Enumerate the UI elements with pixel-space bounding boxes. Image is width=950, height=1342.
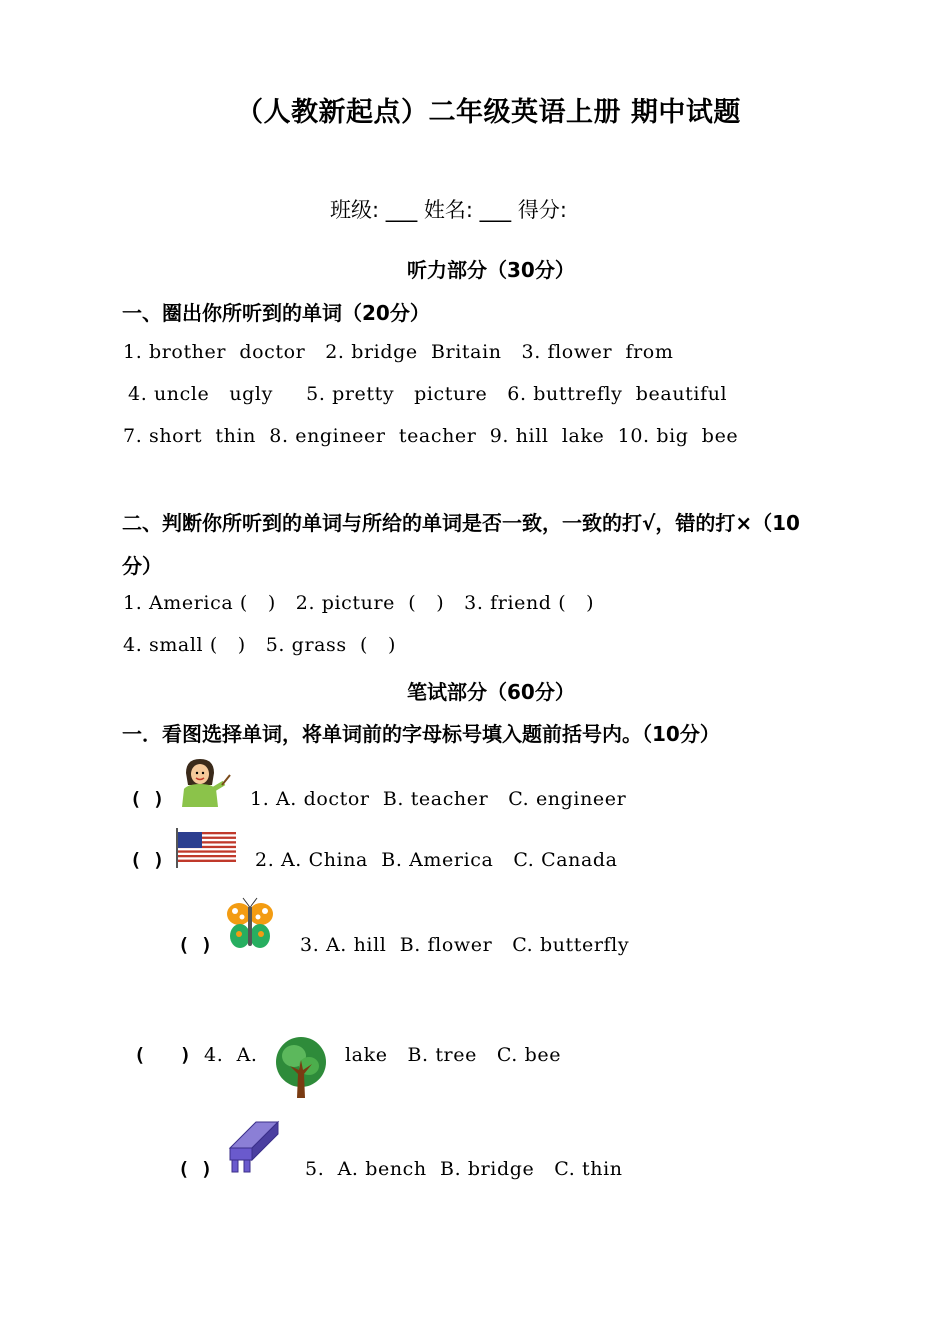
written-part1-heading: 一．看图选择单词，将单词前的字母标号填入题前括号内。（10分） — [122, 722, 720, 746]
listening-part1-heading: 一、圈出你所听到的单词（20分） — [122, 301, 430, 325]
item-4-text: 4. A. — [204, 1044, 258, 1066]
listening-part2-heading-cont: 分） — [122, 554, 162, 578]
part1-line-3: 7. short thin 8. engineer teacher 9. hill lake 10. big bee — [123, 425, 739, 447]
part1-line-2: 4. uncle ugly 5. pretty picture 6. buttrefly beautiful — [128, 383, 728, 405]
written-heading: 笔试部分（60分） — [407, 680, 575, 704]
listening-part2-heading: 二、判断你所听到的单词与所给的单词是否一致，一致的打√，错的打×（10 — [122, 511, 800, 535]
bench-icon — [226, 1120, 280, 1176]
answer-bracket-4[interactable]: ( ) — [134, 1044, 192, 1066]
item-3-text: 3. A. hill B. flower C. butterfly — [300, 934, 630, 956]
teacher-icon — [172, 755, 234, 807]
item-2-text: 2. A. China B. America C. Canada — [255, 849, 618, 871]
item-1-text: 1. A. doctor B. teacher C. engineer — [250, 788, 627, 810]
item-5-text: 5. A. bench B. bridge C. thin — [305, 1158, 623, 1180]
answer-bracket-1[interactable]: ( ) — [130, 788, 165, 810]
answer-bracket-2[interactable]: ( ) — [130, 849, 165, 871]
tree-icon — [274, 1036, 328, 1098]
butterfly-icon — [225, 896, 275, 952]
page-title: （人教新起点）二年级英语上册 期中试题 — [236, 97, 741, 128]
part1-line-1: 1. brother doctor 2. bridge Britain 3. flower from — [123, 341, 674, 363]
item-4-text-cont: lake B. tree C. bee — [345, 1044, 562, 1066]
listening-heading: 听力部分（30分） — [407, 258, 575, 282]
part2-line-2: 4. small ( ) 5. grass ( ) — [123, 634, 396, 656]
answer-bracket-3[interactable]: ( ) — [178, 934, 213, 956]
student-info: 班级: ___ 姓名: ___ 得分: — [330, 198, 567, 222]
part2-line-1: 1. America ( ) 2. picture ( ) 3. friend ( ) — [123, 592, 595, 614]
us-flag-icon — [176, 828, 238, 868]
answer-bracket-5[interactable]: ( ) — [178, 1158, 213, 1180]
